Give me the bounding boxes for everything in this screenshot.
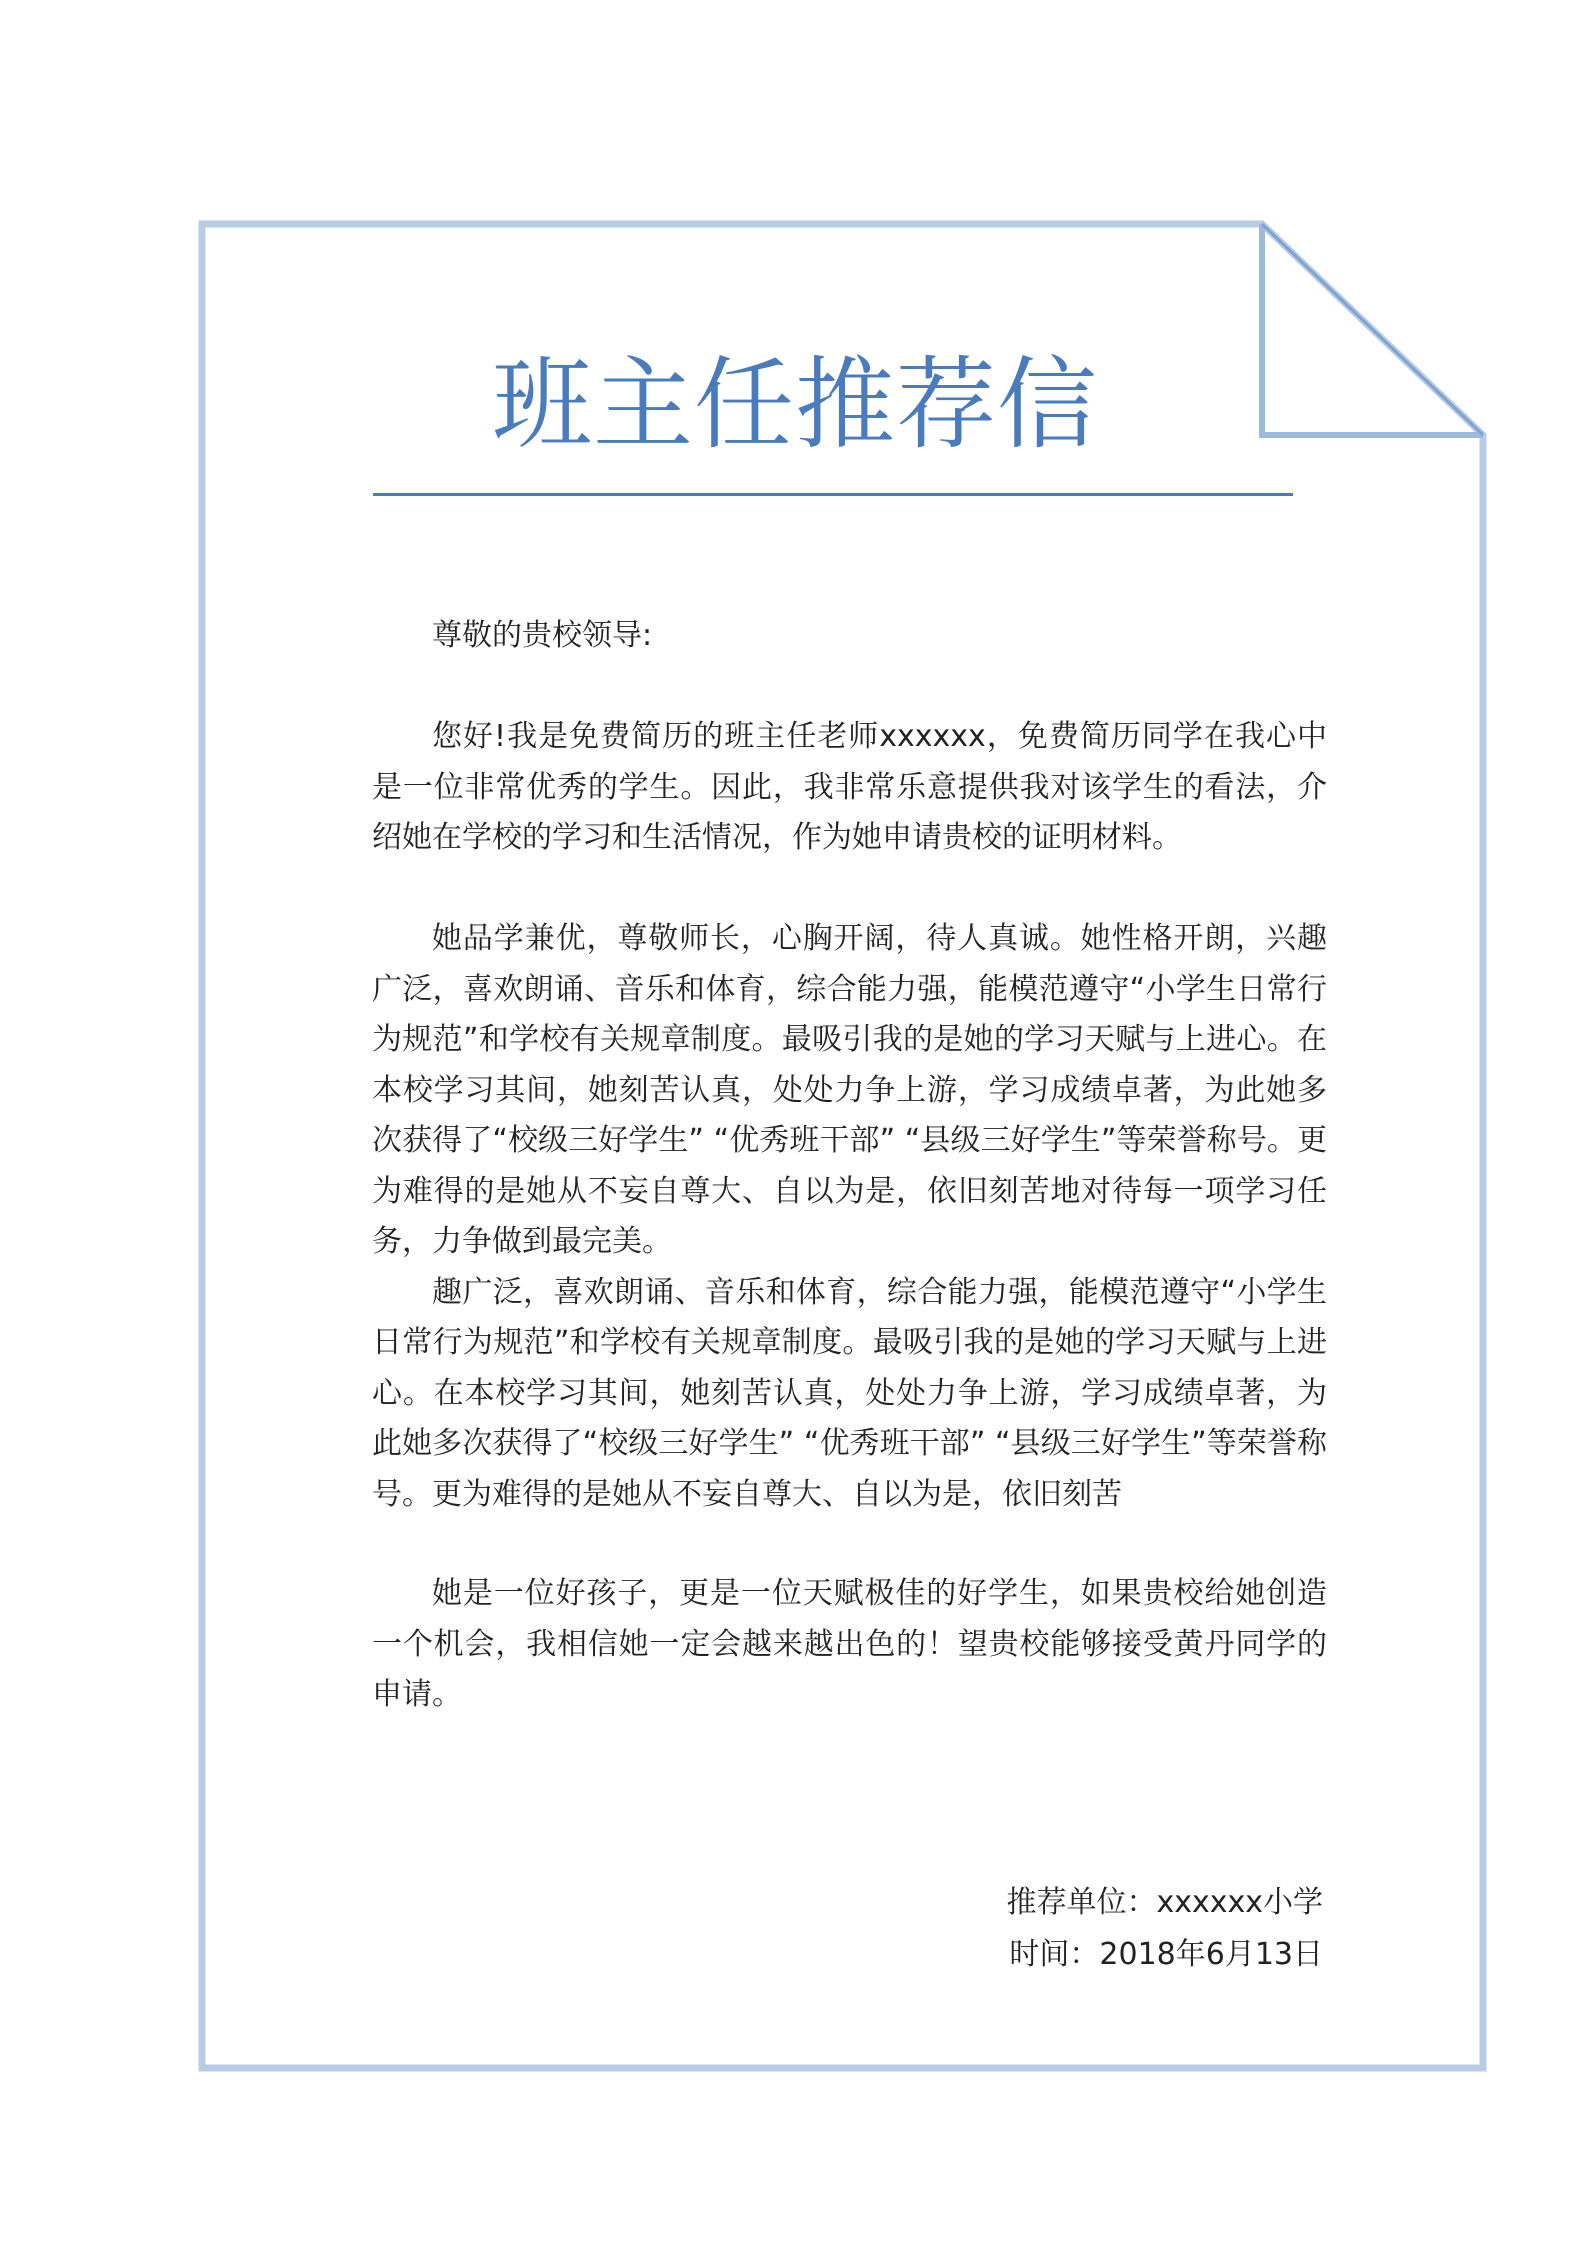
letter-paragraph-3: 趣广泛，喜欢朗诵、音乐和体育，综合能力强，能模范遵守“小学生日常行为规范”和学校有关规章制度。最吸引我的是她的学习天赋与上进心。在本校学习其间，她刻苦认真，处处力争上游，学习成绩卓著，为此她多次获得了“校级三好学生” “优秀班干部” “县级三好学生”等荣誉称号。更为难得的是她从不妄自尊大、自以为是，依旧刻苦 [372,1274,1327,1512]
letter-paragraph-2-block [372,914,1327,1520]
signature-block [1006,1877,1323,1981]
recommender-line: 推荐单位：xxxxxx小学 [1006,1885,1323,1920]
letter-salutation-block [372,611,1327,662]
letter-paragraph-2: 她品学兼优，尊敬师长，心胸开阔，待人真诚。她性格开朗，兴趣广泛，喜欢朗诵、音乐和体育，综合能力强，能模范遵守“小学生日常行为规范”和学校有关规章制度。最吸引我的是她的学习天赋与上进心。在本校学习其间，她刻苦认真，处处力争上游，学习成绩卓著，为此她多次获得了“校级三好学生” “优秀班干部” “县级三好学生”等荣誉称号。更为难得的是她从不妄自尊大、自以为是，依旧刻苦地对待每一项学习任务，力争做到最完美。 [372,921,1327,1259]
letter-paragraph-1-block [372,712,1327,864]
fold-crease [1262,224,1483,435]
letter-salutation: 尊敬的贵校领导: [432,618,653,653]
letter-paragraph-4: 她是一位好孩子，更是一位天赋极佳的好学生，如果贵校给她创造一个机会，我相信她一定会越来越出色的！望贵校能够接受黄丹同学的申请。 [372,1576,1327,1712]
date-line: 时间：2018年6月13日 [1009,1937,1323,1972]
title-divider [373,493,1293,496]
letter-paragraph-1: 您好!我是免费简历的班主任老师xxxxxx，免费简历同学在我心中是一位非常优秀的学生。因此，我非常乐意提供我对该学生的看法，介绍她在学校的学习和生活情况，作为她申请贵校的证明材料。 [372,719,1327,855]
page-title: 班主任推荐信 [492,346,1098,463]
letter-paragraph-4-block [372,1569,1327,1721]
